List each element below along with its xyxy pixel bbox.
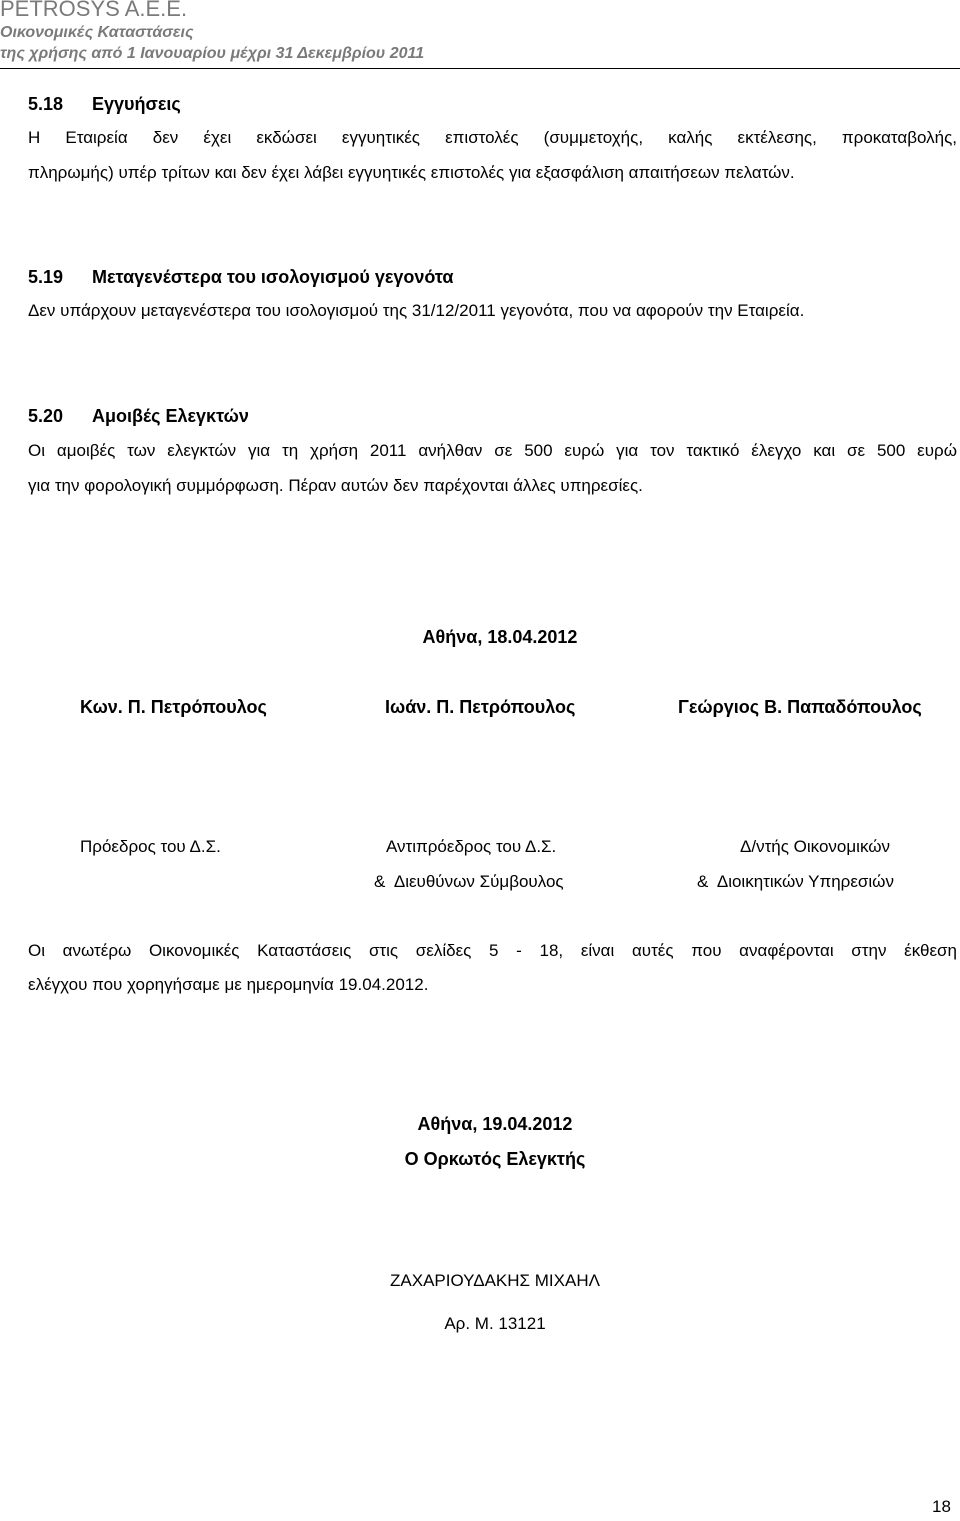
- section-number: 5.19: [28, 267, 64, 287]
- section-title: Εγγυήσεις: [92, 94, 181, 114]
- company-name: PETROSYS A.E.E.: [0, 0, 188, 21]
- signer-role: Αντιπρόεδρος του Δ.Σ.: [386, 837, 557, 856]
- auditor-place-date: Αθήνα, 19.04.2012: [417, 1114, 573, 1134]
- section-number: 5.20: [28, 406, 64, 426]
- section-text-line: Δεν υπάρχουν μεταγενέστερα του ισολογισμού της 31/12/2011 γεγονότα, που να αφορούν την Εταιρεία.: [28, 301, 805, 320]
- section-heading-5-20: [28, 406, 249, 427]
- signer-role-secondary: & Διοικητικών Υπηρεσιών: [697, 872, 894, 891]
- section-text-line: Η Εταιρεία δεν έχει εκδώσει εγγυητικές επιστολές (συμμετοχής, καλής εκτέλεσης, προκαταβολής,: [28, 128, 957, 147]
- auditor-note-line: Οι ανωτέρω Οικονομικές Καταστάσεις στις σελίδες 5 - 18, είναι αυτές που αναφέρονται στην έκθεση: [28, 941, 957, 960]
- signer-role-secondary: & Διευθύνων Σύμβουλος: [374, 872, 564, 891]
- auditor-registration: Αρ. Μ. 13121: [444, 1314, 546, 1333]
- auditor-note-line: ελέγχου που χορηγήσαμε με ημερομηνία 19.04.2012.: [28, 975, 429, 994]
- auditor-title: Ο Ορκωτός Ελεγκτής: [404, 1149, 586, 1169]
- header-divider: [0, 68, 960, 69]
- section-text-line: πληρωμής) υπέρ τρίτων και δεν έχει λάβει εγγυητικές επιστολές για εξασφάλιση απαιτήσεων πελατών.: [28, 163, 795, 182]
- signer-name: Κων. Π. Πετρόπουλος: [80, 697, 267, 717]
- document-period: της χρήσης από 1 Ιανουαρίου μέχρι 31 Δεκεμβρίου 2011: [0, 45, 425, 62]
- signer-name: Ιωάν. Π. Πετρόπουλος: [385, 697, 576, 717]
- section-heading-5-19: [28, 267, 454, 288]
- section-text-line: Οι αμοιβές των ελεγκτών για τη χρήση 2011 ανήλθαν σε 500 ευρώ για τον τακτικό έλεγχο και σε 500 ευρώ: [28, 441, 957, 460]
- section-text-line: για την φορολογική συμμόρφωση. Πέραν αυτών δεν παρέχονται άλλες υπηρεσίες.: [28, 476, 643, 495]
- document-subtitle: Οικονομικές Καταστάσεις: [0, 24, 194, 41]
- page-number: 18: [932, 1497, 951, 1516]
- section-number: 5.18: [28, 94, 64, 114]
- section-title: Μεταγενέστερα του ισολογισμού γεγονότα: [92, 267, 454, 287]
- signer-name: Γεώργιος Β. Παπαδόπουλος: [678, 697, 922, 717]
- signer-role: Πρόεδρος του Δ.Σ.: [80, 837, 221, 856]
- auditor-name: ΖΑΧΑΡΙΟΥΔΑΚΗΣ ΜΙΧΑΗΛ: [390, 1271, 600, 1290]
- signer-role: Δ/ντής Οικονομικών: [740, 837, 891, 856]
- section-heading-5-18: [28, 94, 181, 115]
- signature-place-date: Αθήνα, 18.04.2012: [422, 627, 578, 647]
- section-title: Αμοιβές Ελεγκτών: [92, 406, 249, 426]
